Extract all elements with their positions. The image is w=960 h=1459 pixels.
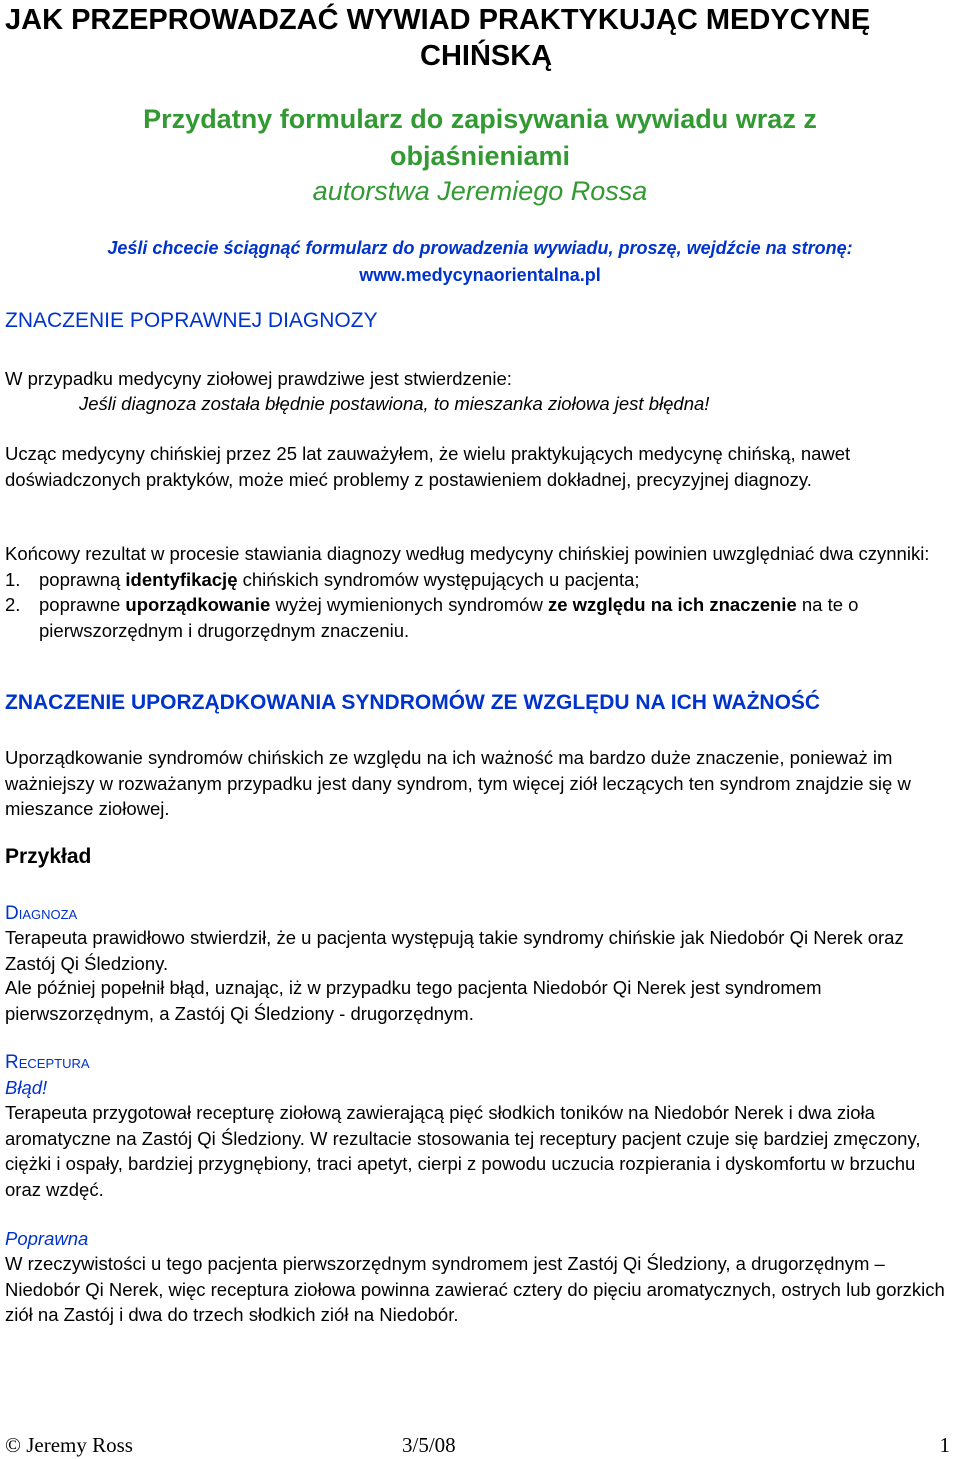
paragraph-ordering: Uporządkowanie syndromów chińskich ze względu na ich ważność ma bardzo duże znaczenie, ponieważ im ważniejszy w rozważanym przypadku jest dany syndrom, tym więcej ziół leczących ten syndrom znajdzie się w mieszance ziołowej. <box>5 747 911 819</box>
footer-author: © Jeremy Ross <box>5 1433 133 1457</box>
title-line-2: CHIŃSKĄ <box>420 40 553 72</box>
example-heading: Przykład <box>5 845 92 868</box>
subtitle <box>0 101 960 175</box>
item-emphasis: uporządkowanie <box>125 594 271 615</box>
item-number: 1. <box>5 568 21 590</box>
footer-page-number: 1 <box>939 1433 950 1457</box>
factor-item-1 <box>5 569 640 590</box>
diagnosis-text-2: Ale później popełnił błąd, uznając, iż w przypadku tego pacjenta Niedobór Qi Nerek jest syndromem pierwszorzędnym, a Zastój Qi Śledziony - drugorzędnym. <box>5 977 822 1024</box>
correct-text: W rzeczywistości u tego pacjenta pierwszorzędnym syndromem jest Zastój Qi Śledziony, a drugorzędnym – Niedobór Qi Nerek, więc receptura ziołowa powinna zawierać cztery do pięciu aromatycznych, ostrych lub gorzkich ziół na Zastój i dwa do trzech słodkich ziół na Niedobór. <box>5 1253 945 1325</box>
footer-date: 3/5/08 <box>402 1433 456 1457</box>
factor-item-2 <box>5 592 905 643</box>
item-text: chińskich syndromów występujących u pacjenta; <box>237 568 640 590</box>
diagnosis-text-1: Terapeuta prawidłowo stwierdził, że u pacjenta występują takie syndromy chińskie jak Niedobór Qi Nerek oraz Zastój Qi Śledziony. <box>5 927 904 974</box>
author-line: autorstwa Jeremiego Rossa <box>312 176 648 206</box>
subtitle-line-1: Przydatny formularz do zapisywania wywiadu wraz z <box>143 104 817 134</box>
section-heading-diagnosis: ZNACZENIE POPRAWNEJ DIAGNOZY <box>5 309 378 332</box>
paragraph-experience: Ucząc medycyny chińskiej przez 25 lat zauważyłem, że wielu praktykujących medycynę chińską, nawet doświadczonych praktyków, może mieć problemy z postawieniem dokładnej, precyzyjnej diagnozy. <box>5 443 851 490</box>
title-line-1: JAK PRZEPROWADZAĆ WYWIAD PRAKTYKUJĄC MEDYCYNĘ <box>5 4 871 36</box>
item-text: na te o pierwszorzędnym i drugorzędnym znaczeniu. <box>39 594 859 641</box>
item-emphasis: ze względu na ich znaczenie <box>547 594 797 615</box>
page-footer <box>5 1431 950 1459</box>
item-emphasis: identyfikację <box>125 568 238 590</box>
download-note <box>0 235 960 289</box>
item-text: wyżej wymienionych syndromów <box>270 594 548 615</box>
download-note-text: Jeśli chcecie ściągnąć formularz do prowadzenia wywiadu, proszę, wejdźcie na stronę: <box>107 238 853 258</box>
website-link[interactable]: www.medycynaorientalna.pl <box>359 265 601 285</box>
intro-text: W przypadku medycyny ziołowej prawdziwe jest stwierdzenie: <box>5 368 512 389</box>
error-label: Błąd! <box>5 1077 48 1098</box>
quote-text: Jeśli diagnoza została błędnie postawiona, to mieszanka ziołowa jest błędna! <box>79 393 710 414</box>
item-text: poprawne <box>39 594 126 615</box>
paragraph-factors <box>5 541 945 643</box>
item-number: 2. <box>5 594 21 615</box>
error-text: Terapeuta przygotował recepturę ziołową zawierającą pięć słodkich toników na Niedobór Nerek i dwa zioła aromatyczne na Zastój Qi Śledziony. W rezultacie stosowania tej receptury pacjent czuje się bardziej zmęczony, ciężki i ospały, bardziej przygnębiony, traci apetyt, cierpi z powodu uczucia rozpierania i dyskomfortu w brzuchu oraz wzdęć. <box>5 1102 921 1200</box>
item-text: poprawną <box>39 568 126 590</box>
diagnosis-label: Diagnoza <box>5 903 78 924</box>
correct-label: Poprawna <box>5 1228 89 1249</box>
section-heading-ordering: ZNACZENIE UPORZĄDKOWANIA SYNDROMÓW ZE WZGLĘDU NA ICH WAŻNOŚĆ <box>5 691 821 714</box>
subtitle-line-2: objaśnieniami <box>389 141 571 171</box>
recipe-label: Receptura <box>5 1052 90 1073</box>
page-title <box>5 2 955 74</box>
factors-intro: Końcowy rezultat w procesie stawiania diagnozy według medycyny chińskiej powinien uwzględniać dwa czynniki: <box>5 543 930 564</box>
